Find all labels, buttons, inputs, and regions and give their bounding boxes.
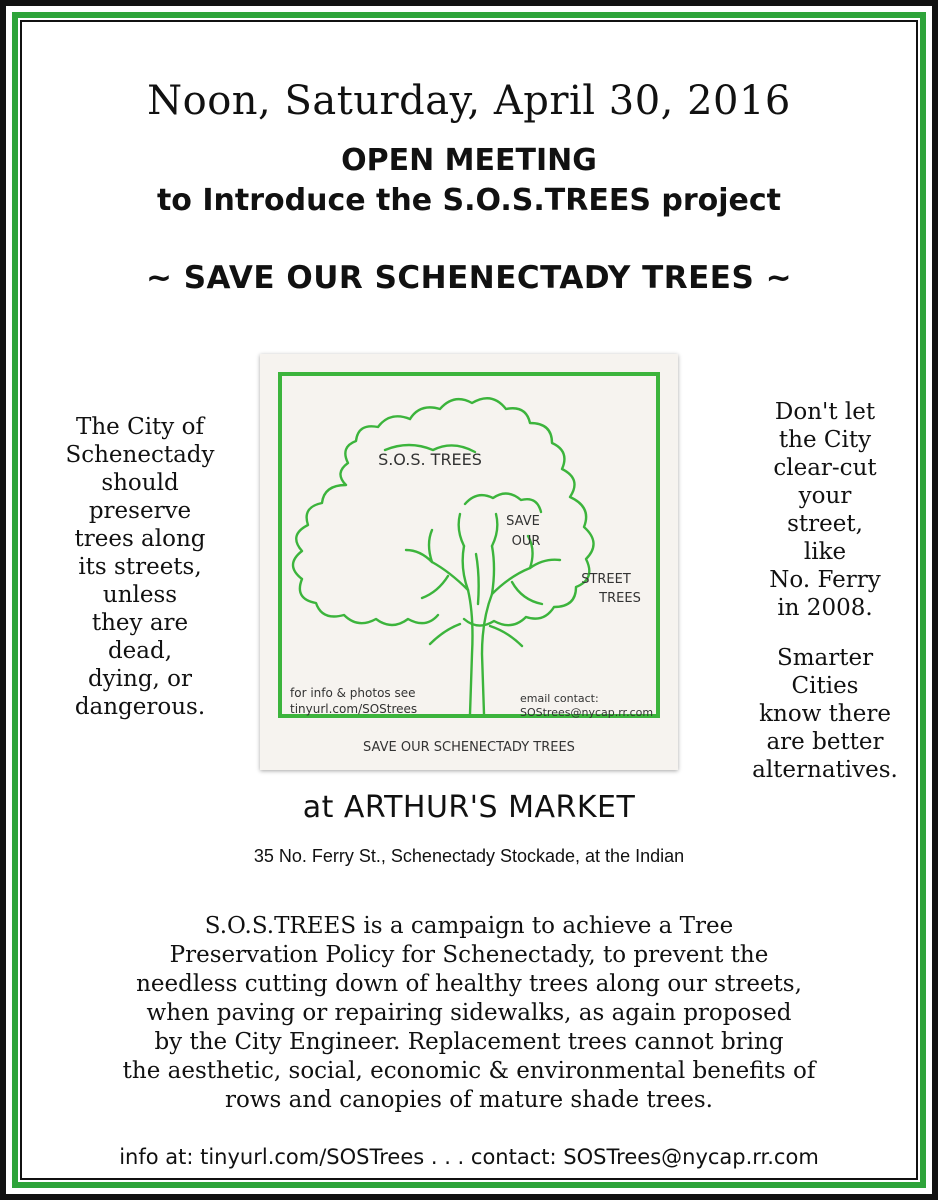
right-line: clear-cut (773, 455, 877, 481)
meeting-subheading: to Introduce the S.O.S.TREES project (156, 183, 782, 218)
right-line: Cities (791, 673, 859, 699)
campaign-line: rows and canopies of mature shade trees. (225, 1087, 713, 1113)
logo-slogan-street: STREET (581, 572, 631, 587)
left-line: dying, or (87, 666, 193, 692)
left-line: its streets, (78, 554, 202, 580)
logo-slogan-trees: TREES (599, 591, 641, 606)
right-line: know there (759, 701, 891, 727)
logo-slogan-our: OUR (511, 534, 541, 549)
logo-email-address: SOStrees@nycap.rr.com (520, 706, 654, 719)
logo-info-line: for info & photos see (290, 686, 416, 700)
campaign-description (0, 912, 938, 1115)
right-line: No. Ferry (769, 567, 881, 593)
right-line: in 2008. (777, 595, 873, 621)
right-line: your (798, 483, 852, 509)
meeting-heading: OPEN MEETING (341, 143, 597, 178)
campaign-line: Preservation Policy for Schenectady, to prevent the (169, 942, 769, 968)
left-line: dangerous. (74, 694, 206, 720)
campaign-line: when paving or repairing sidewalks, as again proposed (146, 1000, 792, 1026)
right-line: street, (787, 511, 863, 537)
right-line: Smarter (776, 645, 874, 671)
left-line: dead, (107, 638, 173, 664)
right-line: are better (766, 729, 884, 755)
campaign-line: needless cutting down of healthy trees along our streets, (136, 971, 802, 997)
right-panel-text (745, 398, 905, 784)
left-line: unless (102, 582, 178, 608)
right-line: Don't let (774, 399, 876, 425)
left-line: The City of (76, 414, 204, 440)
logo-email-label: email contact: (520, 692, 599, 705)
right-line: alternatives. (752, 757, 898, 783)
left-line: Schenectady (65, 442, 215, 468)
logo-slogan-save: SAVE (506, 514, 540, 529)
venue-address: 35 No. Ferry St., Schenectady Stockade, at the Indian (253, 846, 685, 866)
logo-info-url: tinyurl.com/SOStrees (290, 702, 418, 716)
logo-title: S.O.S. TREES (378, 450, 482, 469)
left-panel-text (40, 413, 240, 721)
logo-caption: SAVE OUR SCHENECTADY TREES (363, 740, 575, 755)
left-line: they are (91, 610, 189, 636)
campaign-line: by the City Engineer. Replacement trees cannot bring (154, 1029, 784, 1055)
left-line: trees along (74, 526, 206, 552)
left-line: should (101, 470, 179, 496)
event-date: Noon, Saturday, April 30, 2016 (147, 78, 791, 124)
sos-trees-logo (260, 354, 678, 770)
left-line: preserve (88, 498, 192, 524)
campaign-line: S.O.S.TREES is a campaign to achieve a Tree (204, 913, 734, 939)
campaign-line: the aesthetic, social, economic & environmental benefits of (122, 1058, 816, 1084)
right-line: the City (778, 427, 872, 453)
venue-name: at ARTHUR'S MARKET (302, 790, 636, 825)
right-line: like (803, 539, 847, 565)
footer-contact: info at: tinyurl.com/SOSTrees . . . contact: SOSTrees@nycap.rr.com (119, 1145, 819, 1169)
tagline: ~ SAVE OUR SCHENECTADY TREES ~ (145, 260, 793, 296)
